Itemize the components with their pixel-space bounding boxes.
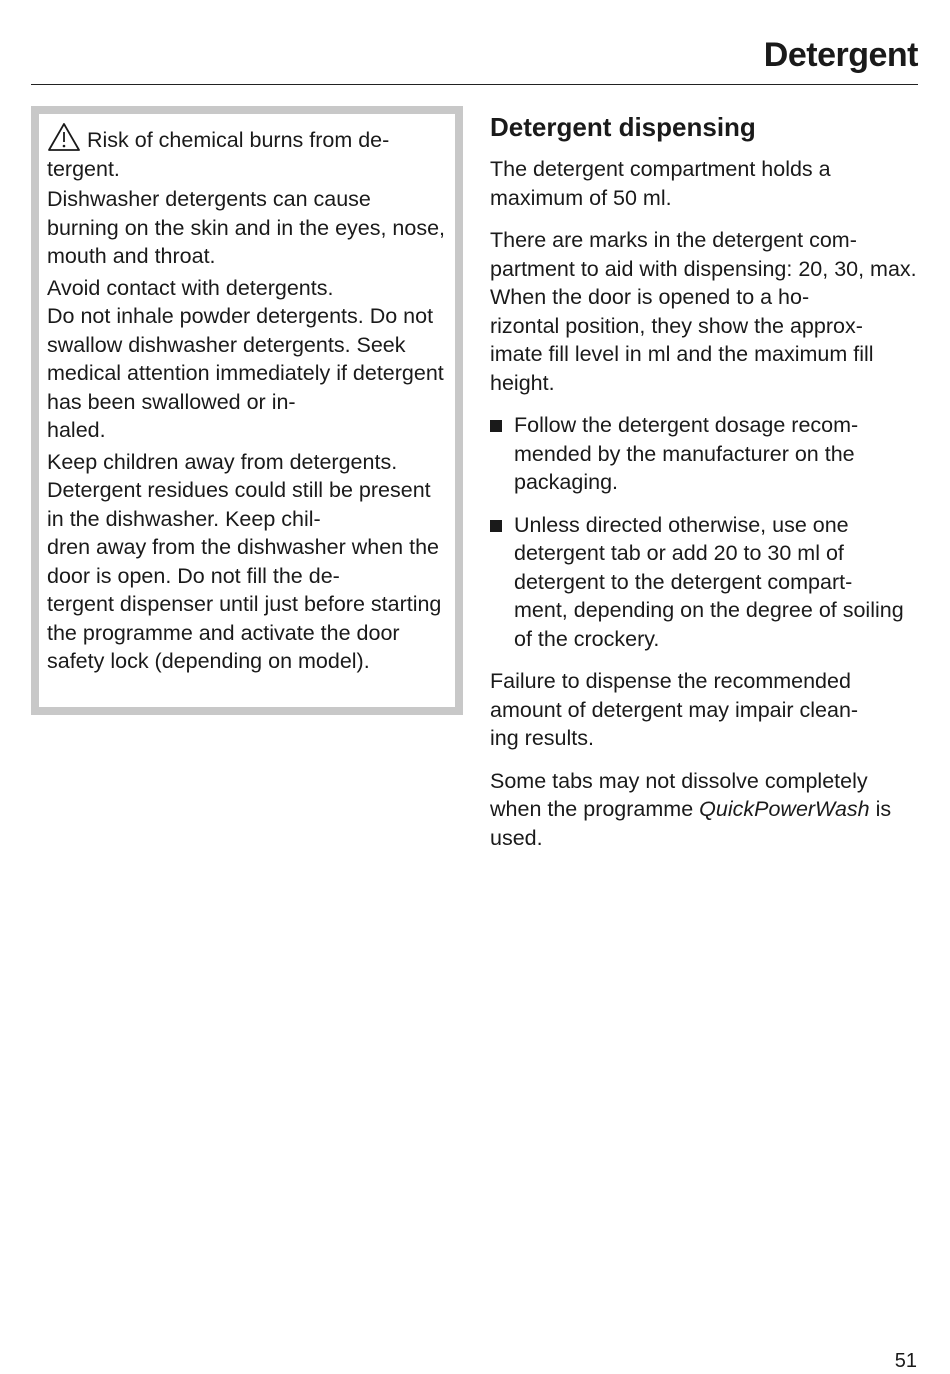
- warning-heading: [47, 122, 447, 183]
- list-item: [490, 511, 922, 654]
- warning-paragraph: Keep children away from detergents. Detergent residues could still be present in the dishwasher. Keep chil- dren away from the dishwasher when the door is open. Do not fill the de- tergent dispenser until just before starting the programme and activate the door safety lock (depending on model).: [47, 449, 442, 673]
- warning-paragraph: Dishwasher detergents can cause burning on the skin and in the eyes, nose, mouth and throat.: [47, 187, 446, 268]
- list-item-text: Unless directed otherwise, use one detergent tab or add 20 to 30 ml of detergent to the detergent compart- ment, depending on the degree of soiling of the crockery.: [514, 512, 904, 651]
- warning-box: [31, 106, 463, 715]
- bullet-square-icon: [490, 420, 502, 432]
- detergent-dispensing-section: [490, 110, 922, 866]
- list-item: [490, 411, 922, 497]
- tabs-paragraph: [490, 767, 922, 853]
- bullet-square-icon: [490, 520, 502, 532]
- tabs-text-after: is used.: [490, 797, 892, 850]
- failure-paragraph: Failure to dispense the recommended amount of detergent may impair clean- ing results.: [490, 669, 859, 750]
- warning-paragraph: Avoid contact with detergents. Do not inhale powder detergents. Do not swallow dishwasher detergents. Seek medical attention immediately if detergent has been swallowed or in- haled.: [47, 275, 444, 442]
- page-title: Detergent: [763, 36, 918, 74]
- header-rule: [31, 84, 918, 85]
- tabs-text-before: Some tabs may not dissolve completely when the programme: [490, 768, 868, 821]
- warning-triangle-icon: [47, 122, 81, 152]
- page-number: 51: [894, 1350, 917, 1372]
- marks-paragraph: There are marks in the detergent com- partment to aid with dispensing: 20, 30, max. When the door is opened to a ho- rizontal position, they show the approx- imate fill level in ml and the maximum fill height.: [490, 228, 917, 395]
- programme-name: QuickPowerWash: [699, 797, 870, 821]
- intro-paragraph: The detergent compartment holds a maximum of 50 ml.: [490, 157, 831, 210]
- bullet-list: [490, 411, 922, 653]
- warning-heading-text: Risk of chemical burns from de- tergent.: [47, 128, 390, 181]
- list-item-text: Follow the detergent dosage recom- mended by the manufacturer on the packaging.: [514, 413, 859, 494]
- section-heading: Detergent dispensing: [490, 112, 756, 142]
